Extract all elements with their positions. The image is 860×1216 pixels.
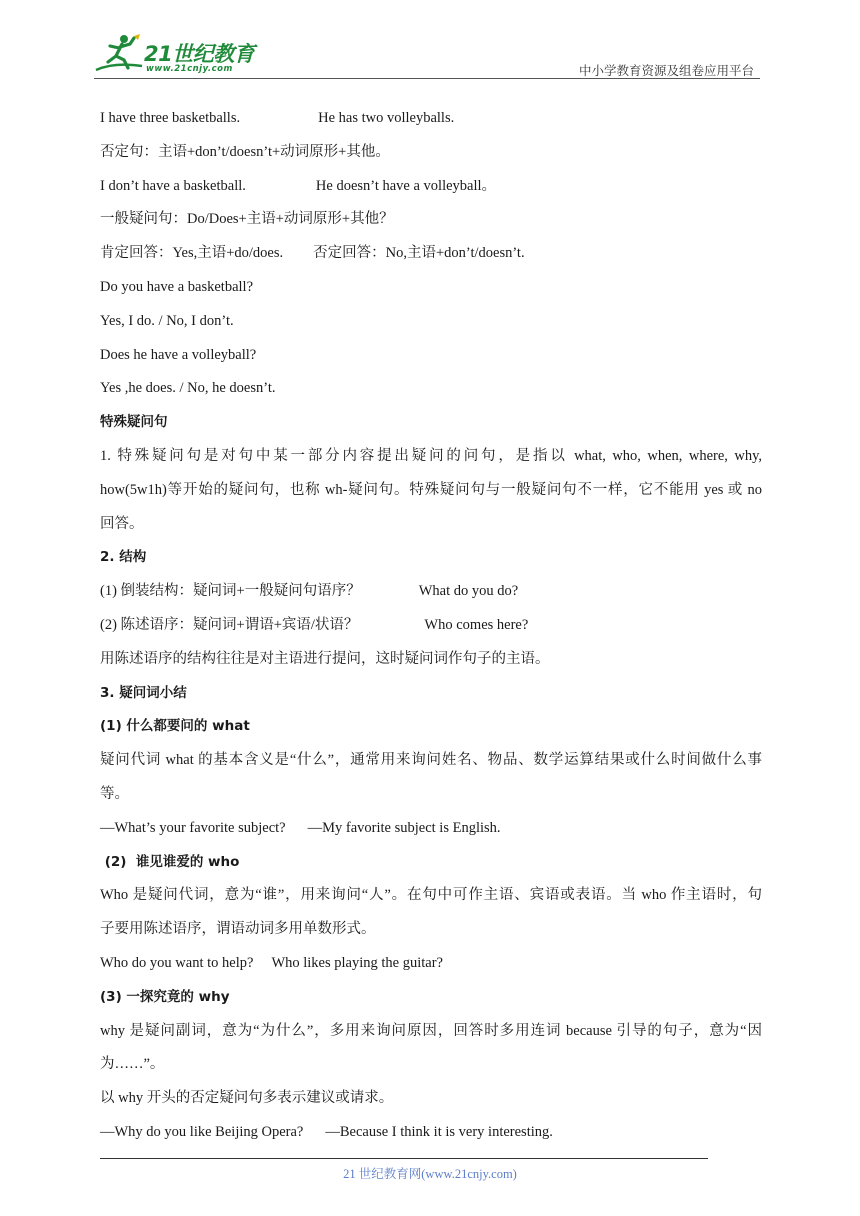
rule-line: 一般疑问句：Do/Does+主语+动词原形+其他？ [100, 211, 394, 228]
dialogue-question: —Why do you like Beijing Opera? [100, 1123, 304, 1140]
dialogue-question: —What’s your favorite subject? [100, 819, 286, 836]
paragraph-line: Who 是疑问代词，意为“谁”，用来询问“人”。在句中可作主语、宾语或表语。当 who 作主语时，句 [100, 887, 762, 904]
paragraph-line: how(5w1h)等开始的疑问句，也称 wh-疑问句。特殊疑问句与一般疑问句不一样，它不能用 yes 或 no [100, 481, 762, 498]
rule-line: 否定句：主语+don’t/doesn’t+动词原形+其他。 [100, 143, 390, 160]
example-line: Does he have a volleyball? [100, 346, 257, 363]
example-line: Yes ,he does. / No, he doesn’t. [100, 380, 276, 397]
dialogue-line [100, 812, 762, 846]
paragraph-line: 以 why 开头的否定疑问句多表示建议或请求。 [100, 1090, 394, 1107]
structure-rule: (1) 倒装结构：疑问词+一般疑问句语序？ [100, 583, 361, 600]
platform-title: 中小学教育资源及组卷应用平台 [578, 63, 754, 78]
subsection-heading: (1) 什么都要问的 what [100, 718, 250, 735]
example-text: Who do you want to help? [100, 954, 254, 971]
paragraph-line: 等。 [100, 785, 129, 802]
document-body [100, 102, 762, 1150]
structure-example: Who comes here? [424, 616, 529, 633]
example-text: Who likes playing the guitar? [271, 954, 443, 971]
runner-logo-icon [94, 32, 146, 78]
paragraph-line: 子要用陈述语序，谓语动词多用单数形式。 [100, 921, 376, 938]
section-heading: 2. 结构 [100, 549, 147, 566]
paragraph-line: why 是疑问副词，意为“为什么”，多用来询问原因，回答时多用连词 because 引导的句子，意为“因 [100, 1022, 762, 1039]
section-heading: 特殊疑问句 [100, 414, 168, 431]
paragraph-line: 为……”。 [100, 1056, 165, 1073]
example-text: I don’t have a basketball. [100, 177, 246, 194]
subsection-heading: (2) 谁见谁爱的 who [100, 853, 240, 870]
paragraph-line: 回答。 [100, 515, 144, 532]
logo-text: 21世纪教育 [144, 42, 255, 66]
dialogue-answer: —Because I think it is very interesting. [325, 1123, 553, 1140]
example-text: He has two volleyballs. [318, 110, 455, 126]
example-line: Do you have a basketball? [100, 278, 254, 295]
example-line: Yes, I do. / No, I don’t. [100, 312, 234, 329]
example-line [100, 102, 762, 136]
example-line [100, 947, 762, 981]
structure-rule: (2) 陈述语序：疑问词+谓语+宾语/状语？ [100, 616, 359, 633]
dialogue-answer: —My favorite subject is English. [307, 819, 501, 836]
example-text: He doesn’t have a volleyball。 [315, 177, 497, 194]
positive-answer-rule: 肯定回答：Yes,主语+do/does. [100, 245, 284, 262]
example-line [100, 170, 762, 204]
page-header [0, 0, 860, 80]
negative-answer-rule: 否定回答：No,主语+don’t/doesn’t. [313, 245, 525, 262]
paragraph-line: 用陈述语序的结构往往是对主语进行提问，这时疑问词作句子的主语。 [100, 650, 550, 667]
example-text: I have three basketballs. [100, 110, 241, 126]
site-logo [94, 32, 264, 78]
footer-divider [100, 1158, 708, 1159]
paragraph-line: 疑问代词 what 的基本含义是“什么”，通常用来询问姓名、物品、数学运算结果或什么时间做什么事 [100, 752, 762, 769]
paragraph-line: 1. 特殊疑问句是对句中某一部分内容提出疑问的问句，是指以 what, who, when, where, why, [100, 447, 762, 464]
page-footer: 21 世纪教育网(www.21cnjy.com) [343, 1167, 517, 1181]
answer-rule-line [100, 237, 762, 271]
logo-url: www.21cnjy.com [146, 64, 233, 74]
structure-example: What do you do? [418, 583, 519, 600]
section-heading: 3. 疑问词小结 [100, 684, 187, 701]
subsection-heading: (3) 一探究竟的 why [100, 988, 230, 1005]
structure-line [100, 609, 762, 643]
dialogue-line [100, 1116, 762, 1150]
header-divider [94, 78, 760, 79]
structure-line [100, 575, 762, 609]
